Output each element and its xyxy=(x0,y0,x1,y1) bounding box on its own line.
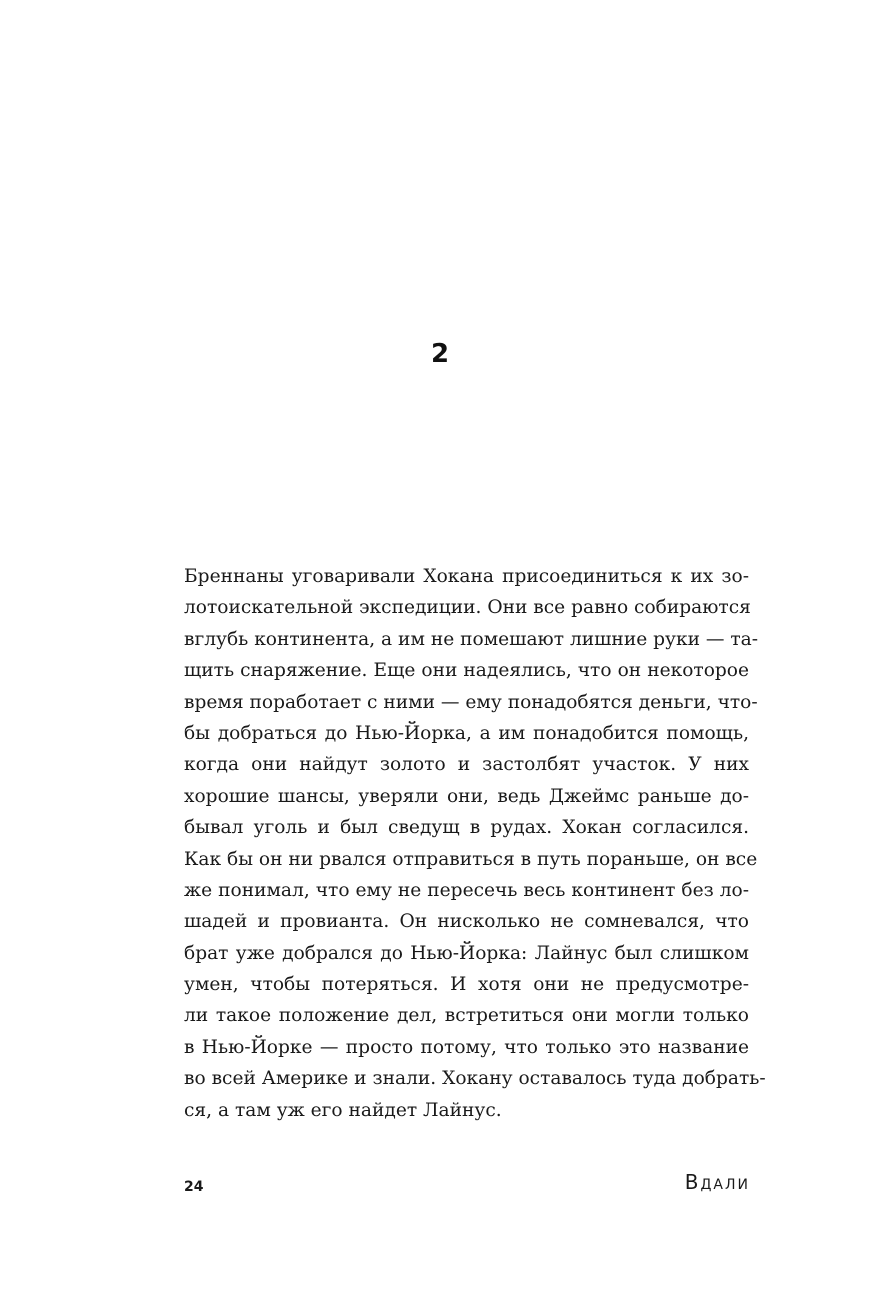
text-line: бы добраться до Нью-Йорка, а им понадобится помощь, xyxy=(184,722,749,744)
text-line: умен, чтобы потеряться. И хотя они не предусмотре- xyxy=(184,974,749,996)
text-line: в Нью-Йорке — просто потому, что только это название xyxy=(184,1036,749,1058)
running-title: Вдали xyxy=(684,1170,750,1194)
text-line: вглубь континента, а им не помешают лишние руки — та- xyxy=(184,628,759,650)
text-line: брат уже добрался до Нью-Йорка: Лайнус был слишком xyxy=(184,942,749,964)
text-line: Бреннаны уговаривали Хокана присоединиться к их зо- xyxy=(184,566,749,587)
text-line: Как бы он ни рвался отправиться в путь пораньше, он все xyxy=(184,848,758,870)
text-line: когда они найдут золото и застолбят участок. У них xyxy=(184,754,749,776)
body-paragraph xyxy=(184,561,766,1126)
text-line: лотоискательной экспедиции. Они все равно собираются xyxy=(184,597,751,619)
text-line: время поработает с ними — ему понадобятся деньги, что- xyxy=(184,691,758,713)
text-line: щить снаряжение. Еще они надеялись, что он некоторое xyxy=(184,660,749,682)
text-line: ли такое положение дел, встретиться они могли только xyxy=(184,1005,749,1027)
page-number: 24 xyxy=(184,1179,204,1195)
text-line: же понимал, что ему не пересечь весь континент без ло- xyxy=(184,879,749,901)
text-line: хорошие шансы, уверяли они, ведь Джеймс раньше до- xyxy=(184,785,749,807)
text-line: шадей и провианта. Он нисколько не сомневался, что xyxy=(184,911,749,933)
text-line: бывал уголь и был сведущ в рудах. Хокан согласился. xyxy=(184,817,749,839)
chapter-number: 2 xyxy=(430,339,450,369)
text-line: во всей Америке и знали. Хокану оставалось туда добрать- xyxy=(184,1068,766,1090)
text-line-last: ся, а там уж его найдет Лайнус. xyxy=(184,1099,502,1121)
